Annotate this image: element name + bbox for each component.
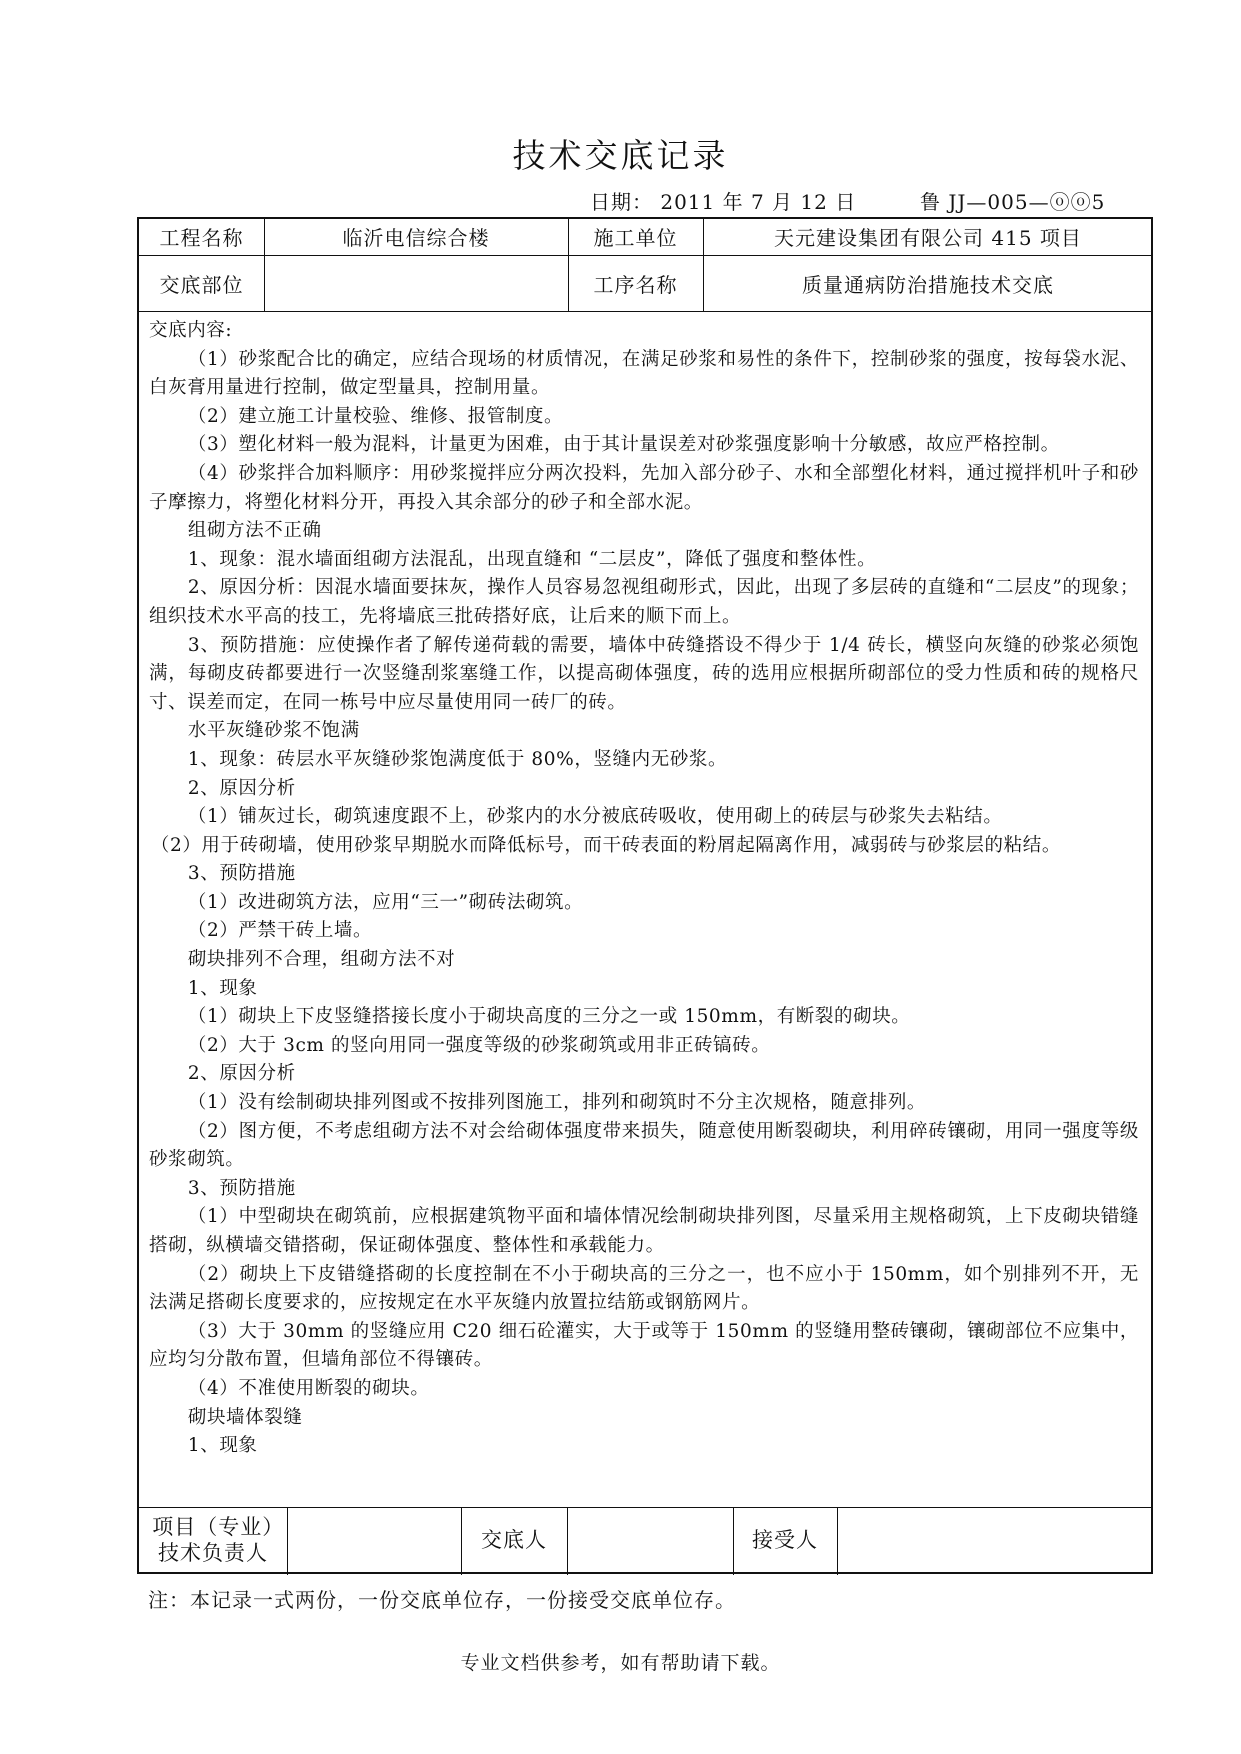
date-label: 日期： <box>590 190 653 214</box>
receiver-label: 接受人 <box>752 1528 818 1552</box>
content-paragraph: （1）砂浆配合比的确定，应结合现场的材质情况，在满足砂浆和易性的条件下，控制砂浆的强度，按每袋水泥、白灰膏用量进行控制，做定型量具，控制用量。 <box>149 348 1139 399</box>
content-paragraph: 2、原因分析 <box>187 1063 296 1085</box>
contractor-value: 天元建设集团有限公司 415 项目 <box>774 226 1082 250</box>
project-name-value: 临沂电信综合楼 <box>342 226 490 250</box>
content-paragraph: 3、预防措施 <box>187 1177 296 1199</box>
content-paragraph: （2）建立施工计量校验、维修、报管制度。 <box>187 405 564 427</box>
content-paragraph: 1、现象 <box>187 977 258 999</box>
disclosure-part-label: 交底部位 <box>159 272 244 297</box>
tech-lead-label: 项目（专业）技术负责人 <box>152 1515 274 1565</box>
content-paragraph: 1、现象：砖层水平灰缝砂浆饱满度低于 80%，竖缝内无砂浆。 <box>187 748 728 770</box>
content-paragraph: （1）没有绘制砌块排列图或不按排列图施工，排列和砌筑时不分主次规格，随意排列。 <box>187 1092 927 1114</box>
section-heading: 组砌方法不正确 <box>187 520 322 542</box>
content-paragraph: （1）砌块上下皮竖缝搭接长度小于砌块高度的三分之一或 150mm，有断裂的砌块。 <box>187 1006 911 1028</box>
section-heading: 砌块墙体裂缝 <box>187 1406 303 1428</box>
process-name-label: 工序名称 <box>593 272 678 297</box>
section-heading: 水平灰缝砂浆不饱满 <box>187 720 360 742</box>
section-heading: 砌块排列不合理，组砌方法不对 <box>187 949 456 971</box>
content-paragraph: 1、现象 <box>187 1435 258 1457</box>
disclosure-content <box>149 317 1139 1461</box>
content-paragraph-list <box>149 346 1139 1461</box>
content-paragraph: （1）铺灰过长，砌筑速度跟不上，砂浆内的水分被底砖吸收，使用砌上的砖层与砂浆失去粘结。 <box>187 806 1003 828</box>
date-value: 2011 年 7 月 12 日 <box>660 190 857 214</box>
content-paragraph: 1、现象：混水墙面组砌方法混乱，出现直缝和 “二层皮”，降低了强度和整体性。 <box>187 548 877 570</box>
content-paragraph: 2、原因分析 <box>187 777 296 799</box>
content-paragraph: （1）中型砌块在砌筑前，应根据建筑物平面和墙体情况绘制砌块排列图，尽量采用主规格砌筑，上下皮砌块错缝搭砌，纵横墙交错搭砌，保证砌体强度、整体性和承载能力。 <box>149 1206 1139 1256</box>
content-paragraph: （2）图方便，不考虑组砌方法不对会给砌体强度带来损失，随意使用断裂砌块，利用碎砖镶砌，用同一强度等级砂浆砌筑。 <box>149 1120 1139 1171</box>
content-paragraph: 2、原因分析：因混水墙面要抹灰，操作人员容易忽视组砌形式，因此，出现了多层砖的直缝和“二层皮”的现象；组织技术水平高的技工，先将墙底三批砖搭好底，让后来的顺下而上。 <box>149 577 1139 627</box>
discloser-signature <box>567 1507 733 1573</box>
document-number: 鲁 JJ—005—ⓞⓞ5 <box>920 190 1106 214</box>
tech-lead-signature <box>287 1507 461 1573</box>
content-paragraph: 3、预防措施：应使操作者了解传递荷载的需要，墙体中砖缝搭设不得少于 1/4 砖长，横竖向灰缝的砂浆必须饱满，每砌皮砖都要进行一次竖缝刮浆塞缝工作，以提高砌体强度，砖的选用应根据所砌部位的受力性质和砖的规格尺寸、误差而定，在同一栋号中应尽量使用同一砖厂的砖。 <box>149 634 1139 713</box>
receiver-signature <box>837 1507 1153 1573</box>
record-table <box>137 217 1153 1574</box>
content-paragraph: （3）大于 30mm 的竖缝应用 C20 细石砼灌实，大于或等于 150mm 的竖缝用整砖镶砌，镶砌部位不应集中，应均匀分散布置，但墙角部位不得镶砖。 <box>149 1320 1139 1371</box>
discloser-label: 交底人 <box>481 1528 547 1552</box>
page-title: 技术交底记录 <box>512 136 729 175</box>
content-paragraph: （1）改进砌筑方法，应用“三一”砌砖法砌筑。 <box>187 891 584 913</box>
content-paragraph: （4）砂浆拌合加料顺序：用砂浆搅拌应分两次投料，先加入部分砂子、水和全部塑化材料，通过搅拌机叶子和砂子摩擦力，将塑化材料分开，再投入其余部分的砂子和全部水泥。 <box>149 462 1139 513</box>
content-paragraph: （3）塑化材料一般为混料，计量更为困难，由于其计量误差对砂浆强度影响十分敏感，故应严格控制。 <box>187 434 1060 456</box>
row-divider <box>139 311 1151 312</box>
contractor-label: 施工单位 <box>593 226 678 250</box>
content-paragraph: （2）严禁干砖上墙。 <box>187 920 373 942</box>
footnote: 注：本记录一式两份，一份交底单位存，一份接受交底单位存。 <box>148 1588 736 1612</box>
disclosure-part-value <box>264 255 568 311</box>
process-name-value: 质量通病防治措施技术交底 <box>802 272 1054 297</box>
page-footer: 专业文档供参考，如有帮助请下载。 <box>460 1652 781 1674</box>
content-paragraph: （2）大于 3cm 的竖向用同一强度等级的砂浆砌筑或用非正砖镐砖。 <box>187 1034 771 1056</box>
content-paragraph: （2）用于砖砌墙，使用砂浆早期脱水而降低标号，而干砖表面的粉屑起隔离作用，减弱砖与砂浆层的粘结。 <box>150 834 1061 856</box>
content-paragraph: 3、预防措施 <box>187 863 296 885</box>
content-paragraph: （4）不准使用断裂的砌块。 <box>187 1377 430 1399</box>
project-name-label: 工程名称 <box>159 225 244 250</box>
content-paragraph: （2）砌块上下皮错缝搭砌的长度控制在不小于砌块高的三分之一，也不应小于 150mm，如个别排列不开，无法满足搭砌长度要求的，应按规定在水平灰缝内放置拉结筋或钢筋网片。 <box>149 1263 1139 1314</box>
content-label: 交底内容: <box>149 320 233 341</box>
date-line <box>590 186 856 215</box>
